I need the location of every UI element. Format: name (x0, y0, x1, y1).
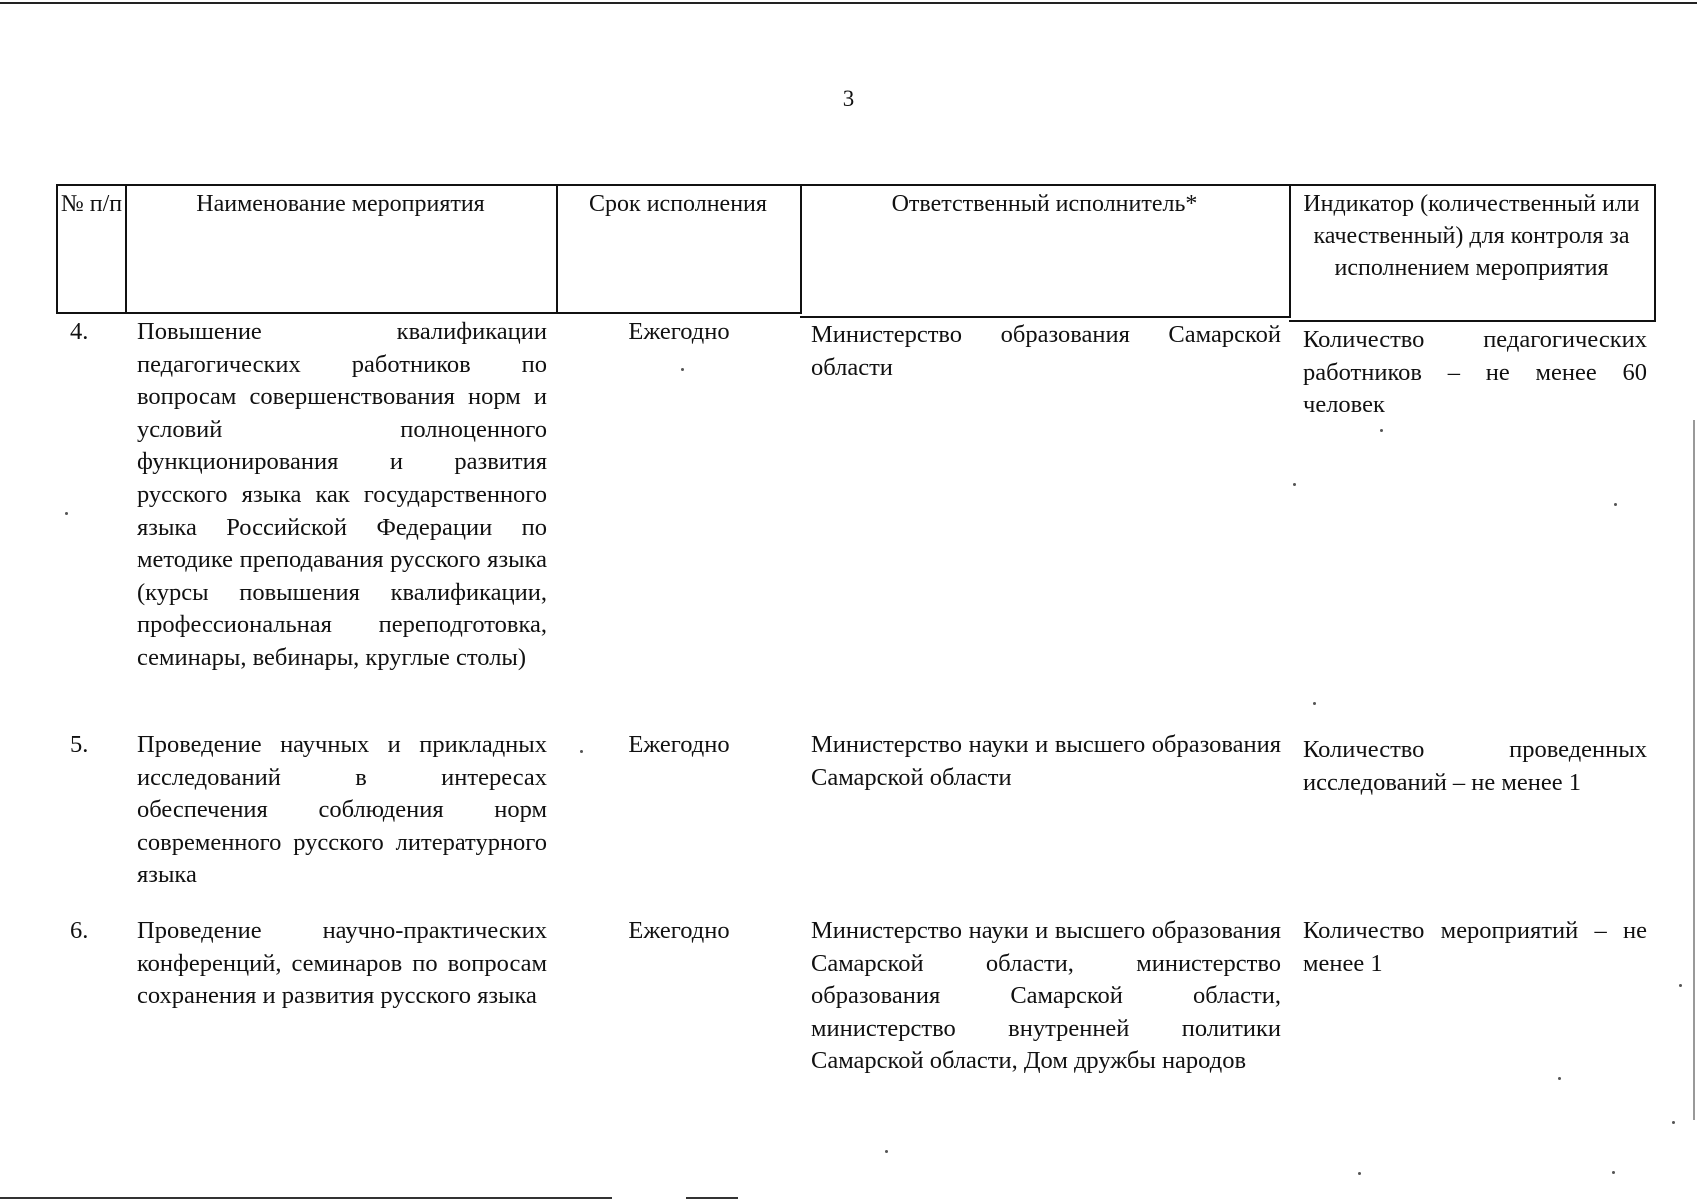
row-term: Ежегодно (628, 917, 730, 944)
scan-speck (580, 750, 583, 753)
scan-speck (1293, 483, 1296, 486)
row-number: 5. (70, 731, 89, 758)
row-name: Повышение квалификации педагогических работников по вопросам совершенствования норм и условий полноценного функционирования и развития русского языка как государственного языка Российской Федерации по методике преподавания русского языка (курсы повышения квалификации, профессиональная переподготовка, семинары, вебинары, круглые столы) (137, 318, 547, 671)
row-name: Проведение научных и прикладных исследований в интересах обеспечения соблюдения норм современного русского литературного языка (137, 731, 547, 889)
row-responsible: Министерство науки и высшего образования Самарской области, министерство образования Самарской области, министерство внутренней политики Самарской области, Дом дружбы народов (811, 917, 1281, 1075)
scan-speck (1614, 503, 1617, 506)
header-number: № п/п (56, 184, 127, 314)
scan-speck (65, 512, 68, 515)
row-number: 6. (70, 917, 89, 944)
top-rule (0, 2, 1697, 4)
scan-speck (1313, 702, 1316, 705)
scan-speck (681, 368, 684, 371)
scan-speck (1558, 1077, 1561, 1080)
scan-speck (1358, 1172, 1361, 1175)
header-indicator: Индикатор (количественный или качественный) для контроля за исполнением мероприятия (1289, 184, 1656, 322)
row-indicator: Количество педагогических работников – не менее 60 человек (1303, 326, 1647, 419)
row-responsible: Министерство образования Самарской области (811, 321, 1281, 381)
scan-speck (1380, 429, 1383, 432)
header-term: Срок исполнения (556, 184, 802, 314)
row-number: 4. (70, 318, 89, 345)
scan-speck (885, 1150, 888, 1153)
header-name: Наименование мероприятия (125, 184, 558, 314)
scan-speck (1679, 984, 1682, 987)
row-indicator: Количество проведенных исследований – не менее 1 (1303, 736, 1647, 796)
bottom-rule (0, 1197, 612, 1199)
page-edge (1693, 420, 1695, 1120)
row-responsible: Министерство науки и высшего образования Самарской области (811, 731, 1281, 791)
page-number: 3 (842, 86, 855, 111)
scan-speck (1612, 1171, 1615, 1174)
row-term: Ежегодно (628, 731, 730, 758)
bottom-rule-fragment (686, 1197, 738, 1199)
row-term: Ежегодно (628, 318, 730, 345)
scan-speck (1672, 1121, 1675, 1124)
row-indicator: Количество мероприятий – не менее 1 (1303, 917, 1647, 977)
row-name: Проведение научно-практических конференций, семинаров по вопросам сохранения и развития русского языка (137, 917, 547, 1010)
header-responsible: Ответственный исполнитель* (800, 184, 1291, 318)
table-header (56, 184, 1656, 314)
